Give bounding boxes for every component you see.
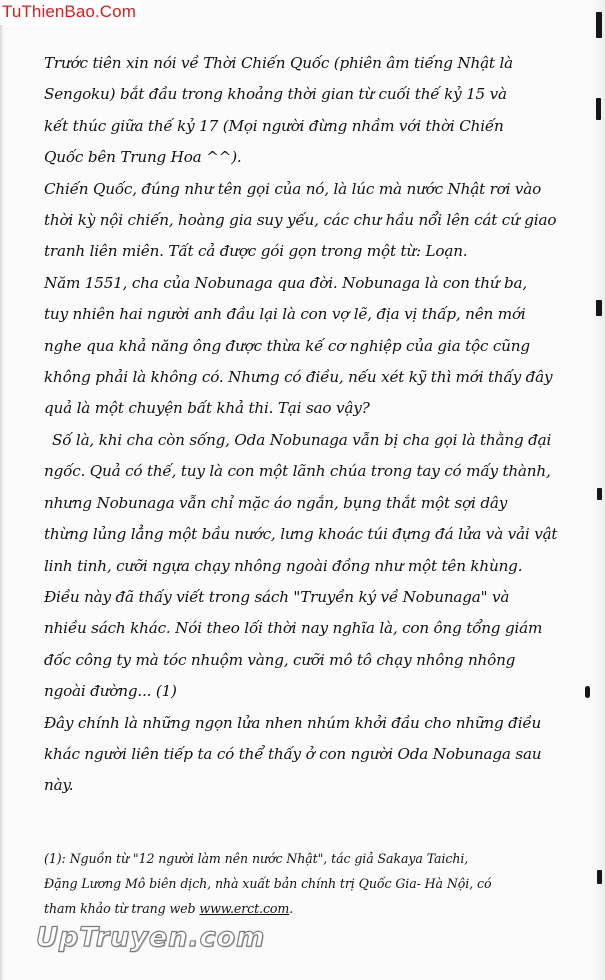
watermark: UpTruyen.com [36, 922, 266, 953]
paragraph-intro [44, 48, 592, 174]
text-line: thừng lủng lẳng một bầu nước, lưng khoác túi đựng đá lửa và vải vật [44, 525, 558, 544]
footnote-period: . [289, 901, 294, 916]
text-line: khác người liên tiếp ta có thể thấy ở con người Oda Nobunaga sau [44, 744, 542, 763]
paragraph-youth [44, 425, 592, 708]
text-line: Đây chính là những ngọn lửa nhen nhúm khởi đầu cho những điều [44, 713, 542, 732]
article-body [44, 48, 592, 802]
binding-mark [596, 300, 602, 316]
binding-mark [596, 98, 601, 120]
site-label[interactable]: TuThienBao.Com [0, 0, 142, 25]
text-line: này. [44, 776, 74, 795]
text-line: Trước tiên xin nói về Thời Chiến Quốc (phiên âm tiếng Nhật là [44, 54, 513, 72]
text-line: Điều này đã thấy viết trong sách "Truyền ký về Nobunaga" và [44, 587, 510, 606]
binding-mark [597, 870, 602, 884]
text-line: tranh liên miên. Tất cả được gói gọn trong một từ: Loạn. [44, 242, 468, 261]
text-line: tuy nhiên hai người anh đầu lại là con vợ lẽ, địa vị thấp, nên mới [44, 305, 526, 324]
text-line: Số là, khi cha còn sống, Oda Nobunaga vẫn bị cha gọi là thằng đại [52, 430, 552, 449]
text-line: nhiều sách khác. Nói theo lối thời nay nghĩa là, con ông tổng giám [44, 619, 543, 638]
footnote-text: tham khảo từ trang web [44, 901, 200, 916]
text-line: kết thúc giữa thế kỷ 17 (Mọi người đừng nhầm với thời Chiến [44, 116, 504, 135]
text-line: không phải là không có. Nhưng có điều, nếu xét kỹ thì mới thấy đây [44, 368, 553, 387]
footnote-line: Đặng Lương Mô biên dịch, nhà xuất bản chính trị Quốc Gia- Hà Nội, có [44, 876, 492, 891]
text-line: ngốc. Quả có thế, tuy là con một lãnh chúa trong tay có mấy thành, [44, 462, 551, 481]
text-line: thời kỳ nội chiến, hoàng gia suy yếu, các chư hầu nổi lên cát cứ giao [44, 211, 557, 230]
text-line: linh tinh, cưỡi ngựa chạy nhông ngoài đồng như một tên khùng. [44, 556, 523, 575]
footnote [44, 846, 594, 921]
text-line: nhưng Nobunaga vẫn chỉ mặc áo ngắn, bụng thắt một sợi dây [44, 493, 508, 512]
footnote-line: (1): Nguồn từ "12 người làm nên nước Nhật", tác giả Sakaya Taichi, [44, 851, 469, 866]
text-line: Quốc bên Trung Hoa ^^). [44, 148, 242, 167]
text-line: nghe qua khả năng ông được thừa kế cơ nghiệp của gia tộc cũng [44, 336, 530, 355]
page-left-edge [0, 0, 4, 980]
paragraph-warring-states [44, 174, 592, 268]
text-line: Năm 1551, cha của Nobunaga qua đời. Nobunaga là con thứ ba, [44, 273, 528, 292]
source-link[interactable]: www.erct.com [199, 901, 290, 916]
text-line: ngoài đường... (1) [44, 682, 177, 701]
text-line: Sengoku) bắt đầu trong khoảng thời gian từ cuối thế kỷ 15 và [44, 85, 507, 104]
binding-mark [596, 12, 602, 38]
text-line: đốc công ty mà tóc nhuộm vàng, cưỡi mô tô chạy nhông nhông [44, 650, 516, 669]
paragraph-conclusion [44, 708, 592, 802]
footnote-line [44, 896, 594, 921]
text-line: quả là một chuyện bất khả thi. Tại sao vậy? [44, 399, 370, 418]
text-line: Chiến Quốc, đúng như tên gọi của nó, là lúc mà nước Nhật rơi vào [44, 179, 542, 198]
paragraph-succession [44, 268, 592, 425]
binding-mark [597, 488, 602, 500]
